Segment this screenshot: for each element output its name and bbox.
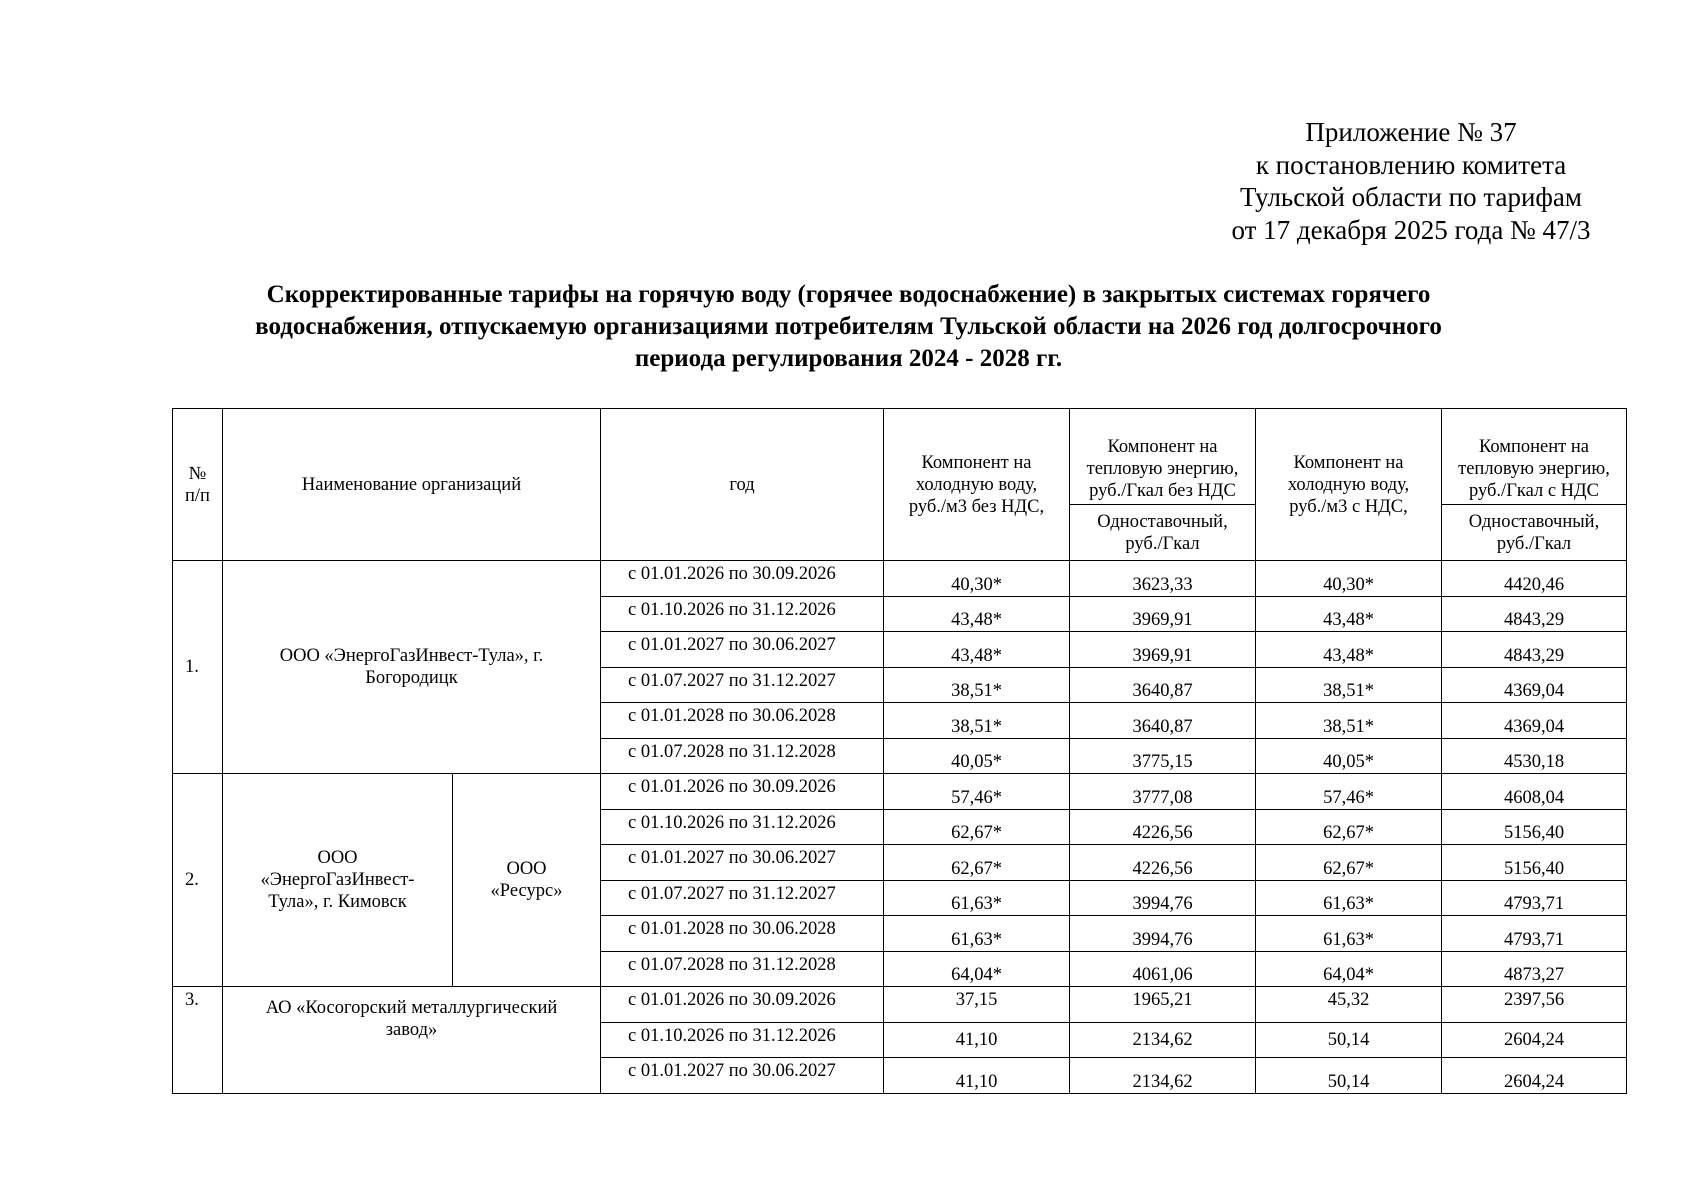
header-cold-water-vat: Компонент на холодную воду, руб./м3 с НДС,	[1256, 409, 1442, 561]
cold-water-no-vat-cell: 62,67*	[884, 809, 1070, 845]
heat-energy-vat-cell: 4843,29	[1442, 596, 1627, 632]
appendix-date: от 17 декабря 2025 года № 47/3	[1231, 214, 1591, 245]
heat-energy-no-vat-cell: 1965,21	[1070, 987, 1256, 1023]
cold-water-no-vat-cell: 57,46*	[884, 774, 1070, 810]
cold-water-vat-cell: 62,67*	[1256, 845, 1442, 881]
heat-energy-vat-cell: 5156,40	[1442, 809, 1627, 845]
cold-water-no-vat-cell: 40,05*	[884, 738, 1070, 774]
row-number: 1.	[173, 561, 223, 774]
heat-energy-no-vat-cell: 3775,15	[1070, 738, 1256, 774]
header-single-rate-vat: Одноставочный, руб./Гкал	[1442, 505, 1627, 561]
cold-water-no-vat-cell: 41,10	[884, 1022, 1070, 1058]
title-line-3: периода регулирования 2024 - 2028 гг.	[634, 345, 1063, 372]
heat-energy-no-vat-cell: 3777,08	[1070, 774, 1256, 810]
heat-energy-no-vat-cell: 3969,91	[1070, 596, 1256, 632]
organization-name: АО «Косогорский металлургический завод»	[223, 987, 601, 1094]
period-cell: с 01.07.2027 по 31.12.2027	[601, 880, 884, 916]
cold-water-vat-cell: 57,46*	[1256, 774, 1442, 810]
cold-water-vat-cell: 62,67*	[1256, 809, 1442, 845]
appendix-reference: к постановлению комитета	[1255, 149, 1567, 180]
heat-energy-vat-cell: 2604,24	[1442, 1022, 1627, 1058]
cold-water-vat-cell: 50,14	[1256, 1022, 1442, 1058]
cold-water-vat-cell: 50,14	[1256, 1058, 1442, 1094]
heat-energy-no-vat-cell: 3623,33	[1070, 561, 1256, 597]
heat-energy-vat-cell: 5156,40	[1442, 845, 1627, 881]
heat-energy-vat-cell: 4369,04	[1442, 703, 1627, 739]
heat-energy-no-vat-cell: 3994,76	[1070, 916, 1256, 952]
row-number: 3.	[173, 987, 223, 1094]
heat-energy-no-vat-cell: 2134,62	[1070, 1022, 1256, 1058]
cold-water-vat-cell: 38,51*	[1256, 703, 1442, 739]
header-single-rate-no-vat: Одноставочный, руб./Гкал	[1070, 505, 1256, 561]
period-cell: с 01.01.2026 по 30.09.2026	[601, 987, 884, 1023]
heat-energy-no-vat-cell: 3994,76	[1070, 880, 1256, 916]
heat-energy-vat-cell: 4793,71	[1442, 880, 1627, 916]
heat-energy-vat-cell: 4608,04	[1442, 774, 1627, 810]
sub-organization-name: ООО «Ресурс»	[453, 774, 601, 987]
heat-energy-no-vat-cell: 3969,91	[1070, 632, 1256, 668]
cold-water-vat-cell: 45,32	[1256, 987, 1442, 1023]
heat-energy-no-vat-cell: 2134,62	[1070, 1058, 1256, 1094]
header-cold-water-no-vat: Компонент на холодную воду, руб./м3 без НДС,	[884, 409, 1070, 561]
appendix-number: Приложение № 37	[1305, 117, 1517, 147]
heat-energy-no-vat-cell: 4061,06	[1070, 951, 1256, 987]
header-heat-energy-no-vat: Компонент на тепловую энергию, руб./Гкал без НДС	[1070, 409, 1256, 505]
cold-water-no-vat-cell: 41,10	[884, 1058, 1070, 1094]
cold-water-no-vat-cell: 61,63*	[884, 880, 1070, 916]
period-cell: с 01.07.2028 по 31.12.2028	[601, 951, 884, 987]
cold-water-vat-cell: 43,48*	[1256, 596, 1442, 632]
heat-energy-no-vat-cell: 4226,56	[1070, 809, 1256, 845]
cold-water-no-vat-cell: 64,04*	[884, 951, 1070, 987]
cold-water-no-vat-cell: 43,48*	[884, 596, 1070, 632]
heat-energy-vat-cell: 4420,46	[1442, 561, 1627, 597]
table-row	[173, 774, 1627, 810]
heat-energy-vat-cell: 4369,04	[1442, 667, 1627, 703]
cold-water-vat-cell: 64,04*	[1256, 951, 1442, 987]
period-cell: с 01.01.2028 по 30.06.2028	[601, 916, 884, 952]
cold-water-no-vat-cell: 38,51*	[884, 667, 1070, 703]
period-cell: с 01.01.2026 по 30.09.2026	[601, 561, 884, 597]
title-line-1: Скорректированные тарифы на горячую воду (горячее водоснабжение) в закрытых системах горячего	[266, 281, 1431, 308]
header-year: год	[601, 409, 884, 561]
heat-energy-no-vat-cell: 3640,87	[1070, 703, 1256, 739]
appendix-header	[1201, 116, 1621, 246]
header-heat-energy-vat: Компонент на тепловую энергию, руб./Гкал с НДС	[1442, 409, 1627, 505]
heat-energy-no-vat-cell: 3640,87	[1070, 667, 1256, 703]
cold-water-no-vat-cell: 61,63*	[884, 916, 1070, 952]
cold-water-no-vat-cell: 40,30*	[884, 561, 1070, 597]
cold-water-no-vat-cell: 43,48*	[884, 632, 1070, 668]
cold-water-vat-cell: 43,48*	[1256, 632, 1442, 668]
heat-energy-vat-cell: 4843,29	[1442, 632, 1627, 668]
period-cell: с 01.01.2028 по 30.06.2028	[601, 703, 884, 739]
period-cell: с 01.07.2028 по 31.12.2028	[601, 738, 884, 774]
period-cell: с 01.01.2027 по 30.06.2027	[601, 632, 884, 668]
header-num: № п/п	[173, 409, 223, 561]
cold-water-vat-cell: 40,30*	[1256, 561, 1442, 597]
heat-energy-no-vat-cell: 4226,56	[1070, 845, 1256, 881]
table-row	[173, 987, 1627, 1023]
title-line-2: водоснабжения, отпускаемую организациями потребителям Тульской области на 2026 год долгосрочного	[255, 313, 1442, 340]
heat-energy-vat-cell: 2397,56	[1442, 987, 1627, 1023]
heat-energy-vat-cell: 4793,71	[1442, 916, 1627, 952]
cold-water-vat-cell: 40,05*	[1256, 738, 1442, 774]
cold-water-vat-cell: 61,63*	[1256, 880, 1442, 916]
period-cell: с 01.01.2026 по 30.09.2026	[601, 774, 884, 810]
heat-energy-vat-cell: 2604,24	[1442, 1058, 1627, 1094]
period-cell: с 01.10.2026 по 31.12.2026	[601, 596, 884, 632]
header-organization: Наименование организаций	[223, 409, 601, 561]
period-cell: с 01.10.2026 по 31.12.2026	[601, 809, 884, 845]
heat-energy-vat-cell: 4530,18	[1442, 738, 1627, 774]
period-cell: с 01.10.2026 по 31.12.2026	[601, 1022, 884, 1058]
appendix-authority: Тульской области по тарифам	[1239, 182, 1582, 212]
organization-name: ООО «ЭнергоГазИнвест-Тула», г. Богородицк	[223, 561, 601, 774]
tariff-table	[172, 408, 1627, 1094]
cold-water-no-vat-cell: 62,67*	[884, 845, 1070, 881]
period-cell: с 01.07.2027 по 31.12.2027	[601, 667, 884, 703]
cold-water-no-vat-cell: 37,15	[884, 987, 1070, 1023]
cold-water-vat-cell: 38,51*	[1256, 667, 1442, 703]
cold-water-no-vat-cell: 38,51*	[884, 703, 1070, 739]
organization-name: ООО «ЭнергоГазИнвест-Тула», г. Кимовск	[223, 774, 453, 987]
table-row	[173, 561, 1627, 597]
period-cell: с 01.01.2027 по 30.06.2027	[601, 845, 884, 881]
document-title	[150, 279, 1547, 375]
row-number: 2.	[173, 774, 223, 987]
period-cell: с 01.01.2027 по 30.06.2027	[601, 1058, 884, 1094]
cold-water-vat-cell: 61,63*	[1256, 916, 1442, 952]
heat-energy-vat-cell: 4873,27	[1442, 951, 1627, 987]
